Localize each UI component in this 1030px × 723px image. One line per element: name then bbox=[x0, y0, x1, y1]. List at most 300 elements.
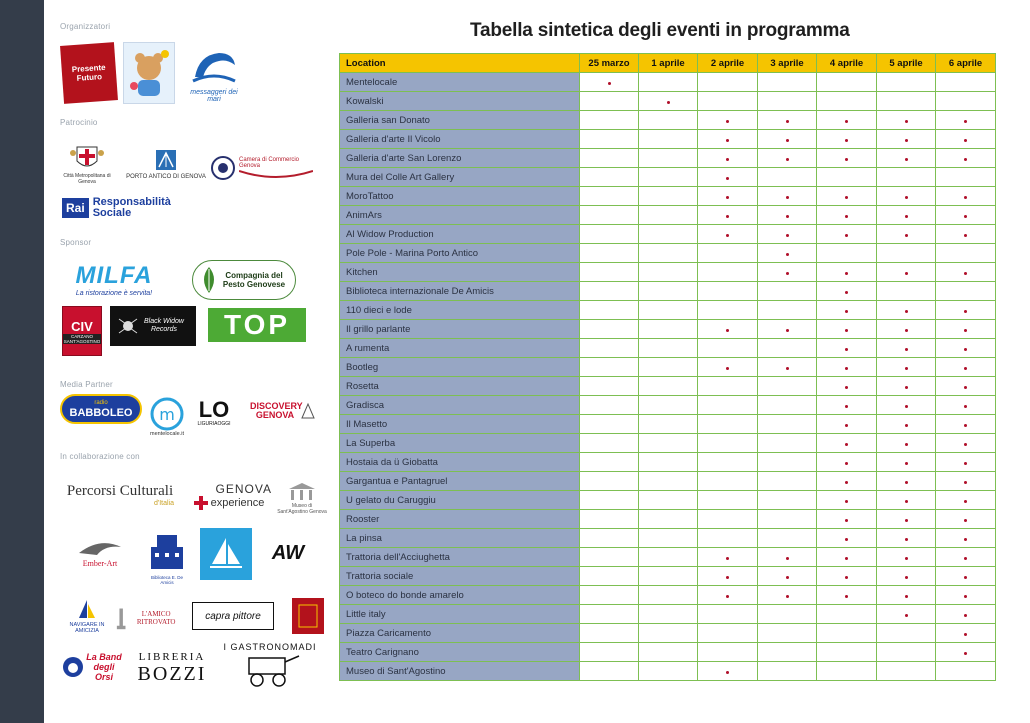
event-cell bbox=[877, 149, 936, 168]
citta-metropolitana-logo bbox=[62, 140, 112, 188]
event-dot-icon bbox=[905, 196, 908, 199]
event-cell bbox=[580, 130, 639, 149]
event-cell bbox=[580, 320, 639, 339]
event-cell bbox=[877, 168, 936, 187]
table-row bbox=[340, 358, 996, 377]
event-dot-icon bbox=[845, 481, 848, 484]
event-cell bbox=[758, 472, 817, 491]
event-cell bbox=[877, 529, 936, 548]
table-row bbox=[340, 548, 996, 567]
event-cell bbox=[817, 187, 877, 206]
event-cell bbox=[758, 624, 817, 643]
location-cell: Rooster bbox=[340, 510, 580, 529]
event-dot-icon bbox=[964, 120, 967, 123]
gastronomadi-logo bbox=[216, 638, 324, 692]
event-cell bbox=[758, 339, 817, 358]
event-cell bbox=[817, 605, 877, 624]
event-dot-icon bbox=[726, 177, 729, 180]
event-cell bbox=[817, 339, 877, 358]
table-row bbox=[340, 339, 996, 358]
location-cell: Il Masetto bbox=[340, 415, 580, 434]
event-dot-icon bbox=[726, 158, 729, 161]
event-dot-icon bbox=[905, 538, 908, 541]
event-cell bbox=[877, 434, 936, 453]
event-dot-icon bbox=[786, 329, 789, 332]
event-cell bbox=[936, 548, 996, 567]
milfa-text: MILFA bbox=[75, 261, 153, 289]
event-cell bbox=[758, 377, 817, 396]
event-cell bbox=[877, 567, 936, 586]
event-cell bbox=[936, 396, 996, 415]
event-cell bbox=[877, 605, 936, 624]
event-cell bbox=[758, 415, 817, 434]
event-cell bbox=[936, 187, 996, 206]
event-dot-icon bbox=[786, 158, 789, 161]
civ-carzano-logo bbox=[62, 306, 102, 356]
event-cell bbox=[817, 149, 877, 168]
event-cell bbox=[698, 415, 758, 434]
event-cell bbox=[877, 339, 936, 358]
event-cell bbox=[877, 130, 936, 149]
teddy-illustration-icon bbox=[126, 46, 172, 100]
event-dot-icon bbox=[845, 291, 848, 294]
event-cell bbox=[877, 472, 936, 491]
event-dot-icon bbox=[964, 329, 967, 332]
event-cell bbox=[639, 187, 698, 206]
event-cell bbox=[698, 643, 758, 662]
event-cell bbox=[639, 339, 698, 358]
event-cell bbox=[698, 111, 758, 130]
location-cell: Teatro Carignano bbox=[340, 643, 580, 662]
location-cell: Gargantua e Pantagruel bbox=[340, 472, 580, 491]
event-cell bbox=[639, 263, 698, 282]
location-cell: Al Widow Production bbox=[340, 225, 580, 244]
sailboat-icon bbox=[206, 534, 246, 574]
event-cell bbox=[936, 206, 996, 225]
event-dot-icon bbox=[905, 386, 908, 389]
liguria-oggi-logo bbox=[190, 396, 238, 430]
event-cell bbox=[698, 548, 758, 567]
event-dot-icon bbox=[608, 82, 611, 85]
location-cell: A rumenta bbox=[340, 339, 580, 358]
event-cell bbox=[580, 396, 639, 415]
table-row bbox=[340, 92, 996, 111]
event-cell bbox=[758, 586, 817, 605]
porto-antico-text: PORTO ANTICO DI GENOVA bbox=[126, 173, 206, 180]
event-dot-icon bbox=[905, 519, 908, 522]
event-cell bbox=[758, 491, 817, 510]
mentelocale-icon bbox=[150, 397, 184, 431]
event-dot-icon bbox=[845, 595, 848, 598]
event-cell bbox=[639, 624, 698, 643]
event-cell bbox=[877, 187, 936, 206]
section-label-sponsor: Sponsor bbox=[60, 238, 92, 247]
event-cell bbox=[817, 301, 877, 320]
table-row bbox=[340, 529, 996, 548]
biblioteca-text: Biblioteca E. De Amicis bbox=[150, 575, 184, 585]
location-cell: Mura del Colle Art Gallery bbox=[340, 168, 580, 187]
event-cell bbox=[698, 510, 758, 529]
event-cell bbox=[698, 491, 758, 510]
event-cell bbox=[877, 643, 936, 662]
event-dot-icon bbox=[964, 576, 967, 579]
capra-pittore-logo bbox=[192, 602, 274, 630]
event-cell bbox=[877, 282, 936, 301]
event-cell bbox=[758, 567, 817, 586]
event-cell bbox=[580, 187, 639, 206]
event-dot-icon bbox=[845, 557, 848, 560]
event-cell bbox=[639, 415, 698, 434]
event-cell bbox=[639, 434, 698, 453]
table-row bbox=[340, 662, 996, 681]
event-cell bbox=[877, 92, 936, 111]
location-cell: Trattoria dell'Acciughetta bbox=[340, 548, 580, 567]
museo-text: Museo di Sant'Agostino Genova bbox=[277, 503, 327, 515]
event-dot-icon bbox=[786, 595, 789, 598]
event-cell bbox=[758, 358, 817, 377]
event-cell bbox=[580, 244, 639, 263]
table-row bbox=[340, 73, 996, 92]
event-cell bbox=[580, 415, 639, 434]
event-cell bbox=[758, 453, 817, 472]
event-cell bbox=[817, 529, 877, 548]
bozzi-text: BOZZI bbox=[137, 662, 207, 685]
event-cell bbox=[639, 92, 698, 111]
event-dot-icon bbox=[845, 310, 848, 313]
event-cell bbox=[639, 567, 698, 586]
children-illustration-logo bbox=[123, 42, 175, 104]
event-dot-icon bbox=[726, 557, 729, 560]
lamp-icon bbox=[116, 603, 126, 633]
event-cell bbox=[758, 168, 817, 187]
event-cell bbox=[698, 206, 758, 225]
location-cell: 110 dieci e lode bbox=[340, 301, 580, 320]
location-cell: Il grillo parlante bbox=[340, 320, 580, 339]
event-cell bbox=[580, 662, 639, 681]
column-header-location: Location bbox=[340, 54, 580, 73]
black-widow-logo bbox=[110, 306, 196, 346]
ember-art-text: Ember-Art bbox=[82, 558, 118, 568]
event-cell bbox=[758, 130, 817, 149]
event-cell bbox=[580, 643, 639, 662]
event-dot-icon bbox=[964, 386, 967, 389]
event-cell bbox=[698, 339, 758, 358]
cart-sketch-icon bbox=[235, 652, 305, 688]
event-cell bbox=[639, 130, 698, 149]
event-cell bbox=[817, 491, 877, 510]
genova-text: GENOVA bbox=[215, 482, 272, 496]
event-dot-icon bbox=[786, 196, 789, 199]
event-cell bbox=[758, 111, 817, 130]
presente-futuro-text: Presente Futuro bbox=[71, 62, 106, 83]
event-cell bbox=[580, 149, 639, 168]
event-dot-icon bbox=[786, 576, 789, 579]
location-cell: Museo di Sant'Agostino bbox=[340, 662, 580, 681]
spider-icon bbox=[117, 315, 139, 337]
mentelocale-logo bbox=[144, 394, 190, 440]
aw-logo bbox=[260, 538, 316, 568]
event-dot-icon bbox=[726, 234, 729, 237]
griffin-icon bbox=[300, 402, 316, 420]
section-label-patrocinio: Patrocinio bbox=[60, 118, 98, 127]
top-logo bbox=[208, 308, 306, 342]
liguria-oggi-text: LIGURIAOGGI bbox=[197, 421, 231, 427]
event-cell bbox=[877, 415, 936, 434]
event-cell bbox=[758, 244, 817, 263]
event-dot-icon bbox=[905, 367, 908, 370]
column-header-date: 3 aprile bbox=[758, 54, 817, 73]
event-dot-icon bbox=[786, 234, 789, 237]
location-cell: Biblioteca internazionale De Amicis bbox=[340, 282, 580, 301]
navigare-in-amicizia-logo bbox=[62, 594, 112, 638]
event-cell bbox=[817, 396, 877, 415]
event-cell bbox=[817, 377, 877, 396]
event-dot-icon bbox=[845, 215, 848, 218]
event-dot-icon bbox=[964, 367, 967, 370]
event-cell bbox=[758, 263, 817, 282]
event-cell bbox=[817, 73, 877, 92]
event-cell bbox=[877, 453, 936, 472]
svg-text:m: m bbox=[159, 405, 175, 424]
event-cell bbox=[936, 320, 996, 339]
event-dot-icon bbox=[964, 595, 967, 598]
event-dot-icon bbox=[905, 348, 908, 351]
amico-ritrovato-logo bbox=[116, 600, 186, 636]
table-row bbox=[340, 643, 996, 662]
event-cell bbox=[936, 244, 996, 263]
location-cell: La pinsa bbox=[340, 529, 580, 548]
event-dot-icon bbox=[964, 652, 967, 655]
event-cell bbox=[698, 301, 758, 320]
event-dot-icon bbox=[726, 595, 729, 598]
table-row bbox=[340, 434, 996, 453]
event-dot-icon bbox=[845, 348, 848, 351]
event-cell bbox=[580, 339, 639, 358]
event-cell bbox=[698, 130, 758, 149]
event-dot-icon bbox=[845, 329, 848, 332]
event-cell bbox=[758, 320, 817, 339]
event-cell bbox=[817, 358, 877, 377]
event-cell bbox=[936, 168, 996, 187]
event-cell bbox=[580, 567, 639, 586]
radio-text: radio bbox=[94, 399, 108, 406]
discovery-genova-logo bbox=[244, 396, 322, 426]
crest-icon bbox=[69, 143, 105, 173]
location-cell: Trattoria sociale bbox=[340, 567, 580, 586]
column-header-date: 5 aprile bbox=[877, 54, 936, 73]
civ-subtitle: CARZANO SANT'AGOSTINO bbox=[63, 333, 101, 344]
navigare-text: NAVIGARE IN AMICIZIA bbox=[69, 622, 105, 634]
event-dot-icon bbox=[845, 500, 848, 503]
event-dot-icon bbox=[964, 443, 967, 446]
event-cell bbox=[936, 225, 996, 244]
libreria-bozzi-logo bbox=[132, 646, 212, 690]
event-cell bbox=[639, 491, 698, 510]
event-cell bbox=[580, 377, 639, 396]
band-degli-orsi-logo bbox=[60, 644, 126, 690]
table-body bbox=[340, 73, 996, 681]
event-cell bbox=[817, 415, 877, 434]
event-cell bbox=[580, 206, 639, 225]
event-dot-icon bbox=[905, 576, 908, 579]
event-dot-icon bbox=[786, 557, 789, 560]
event-cell bbox=[698, 225, 758, 244]
event-cell bbox=[877, 548, 936, 567]
sponsors-column bbox=[56, 10, 327, 720]
event-cell bbox=[639, 586, 698, 605]
event-cell bbox=[698, 282, 758, 301]
left-sidebar-bar bbox=[0, 0, 44, 723]
events-table bbox=[339, 53, 996, 681]
table-row bbox=[340, 225, 996, 244]
event-cell bbox=[758, 643, 817, 662]
event-dot-icon bbox=[905, 424, 908, 427]
event-cell bbox=[639, 472, 698, 491]
event-cell bbox=[817, 662, 877, 681]
page-title: Tabella sintetica degli eventi in programma bbox=[470, 20, 850, 41]
band-orsi-text: La Band degli Orsi bbox=[86, 652, 122, 682]
event-cell bbox=[936, 339, 996, 358]
event-dot-icon bbox=[964, 139, 967, 142]
event-dot-icon bbox=[905, 215, 908, 218]
table-row bbox=[340, 624, 996, 643]
event-cell bbox=[936, 358, 996, 377]
event-dot-icon bbox=[905, 443, 908, 446]
event-dot-icon bbox=[964, 234, 967, 237]
event-cell bbox=[639, 168, 698, 187]
event-cell bbox=[758, 206, 817, 225]
table-row bbox=[340, 510, 996, 529]
event-dot-icon bbox=[964, 481, 967, 484]
event-cell bbox=[817, 472, 877, 491]
event-cell bbox=[877, 73, 936, 92]
radio-babboleo-logo bbox=[60, 394, 142, 424]
event-cell bbox=[580, 605, 639, 624]
camera-commercio-text: Camera di Commercio Genova bbox=[239, 157, 300, 169]
event-cell bbox=[936, 130, 996, 149]
event-dot-icon bbox=[905, 310, 908, 313]
black-widow-text: Black Widow Records bbox=[143, 318, 184, 333]
event-dot-icon bbox=[905, 462, 908, 465]
event-dot-icon bbox=[964, 538, 967, 541]
event-cell bbox=[580, 586, 639, 605]
citta-metropolitana-text: Città Metropolitana di Genova bbox=[63, 173, 111, 185]
event-cell bbox=[580, 301, 639, 320]
event-cell bbox=[817, 567, 877, 586]
location-cell: La Superba bbox=[340, 434, 580, 453]
event-cell bbox=[698, 320, 758, 339]
event-dot-icon bbox=[964, 519, 967, 522]
event-cell bbox=[758, 662, 817, 681]
event-cell bbox=[580, 491, 639, 510]
capra-pittore-text: capra pittore bbox=[205, 610, 261, 622]
lo-text: LO bbox=[198, 397, 230, 422]
event-cell bbox=[817, 263, 877, 282]
event-dot-icon bbox=[845, 158, 848, 161]
ember-art-logo bbox=[60, 530, 140, 574]
event-dot-icon bbox=[726, 139, 729, 142]
event-cell bbox=[639, 111, 698, 130]
location-cell: Galleria san Donato bbox=[340, 111, 580, 130]
event-cell bbox=[877, 206, 936, 225]
event-cell bbox=[758, 73, 817, 92]
event-cell bbox=[936, 567, 996, 586]
genova-experience-logo bbox=[186, 476, 272, 516]
porto-antico-icon bbox=[155, 149, 177, 171]
column-header-date: 4 aprile bbox=[817, 54, 877, 73]
table-row bbox=[340, 187, 996, 206]
event-cell bbox=[817, 320, 877, 339]
event-cell bbox=[936, 92, 996, 111]
amico-ritrovato-text: L'AMICO RITROVATO bbox=[136, 610, 176, 626]
event-dot-icon bbox=[905, 329, 908, 332]
event-cell bbox=[758, 225, 817, 244]
event-cell bbox=[580, 111, 639, 130]
event-cell bbox=[936, 377, 996, 396]
event-cell bbox=[758, 282, 817, 301]
event-cell bbox=[877, 111, 936, 130]
event-cell bbox=[580, 453, 639, 472]
event-cell bbox=[698, 662, 758, 681]
libreria-text: LIBRERIA bbox=[138, 650, 206, 663]
event-cell bbox=[817, 434, 877, 453]
event-dot-icon bbox=[845, 519, 848, 522]
event-dot-icon bbox=[726, 671, 729, 674]
event-cell bbox=[639, 529, 698, 548]
event-cell bbox=[580, 168, 639, 187]
location-cell: Little italy bbox=[340, 605, 580, 624]
event-cell bbox=[936, 415, 996, 434]
event-dot-icon bbox=[905, 557, 908, 560]
aw-text: AW bbox=[271, 541, 305, 564]
location-cell: Kowalski bbox=[340, 92, 580, 111]
event-dot-icon bbox=[964, 614, 967, 617]
event-cell bbox=[817, 111, 877, 130]
event-cell bbox=[877, 377, 936, 396]
event-cell bbox=[639, 282, 698, 301]
compagnia-pesto-logo bbox=[192, 260, 296, 300]
event-cell bbox=[580, 92, 639, 111]
event-cell bbox=[877, 225, 936, 244]
label-icon bbox=[296, 602, 320, 630]
milfa-logo bbox=[60, 258, 168, 300]
section-label-organizzatori: Organizzatori bbox=[60, 22, 111, 31]
discovery-genova-text: DISCOVERY GENOVA bbox=[250, 401, 303, 420]
table-header-row bbox=[340, 54, 996, 73]
event-cell bbox=[936, 263, 996, 282]
event-cell bbox=[580, 73, 639, 92]
table-row bbox=[340, 415, 996, 434]
event-cell bbox=[936, 111, 996, 130]
event-cell bbox=[817, 548, 877, 567]
sail-icon bbox=[76, 598, 98, 622]
event-dot-icon bbox=[964, 405, 967, 408]
gastronomadi-text: I GASTRONOMADI bbox=[223, 642, 317, 652]
ember-ship-icon bbox=[75, 537, 125, 559]
event-cell bbox=[877, 263, 936, 282]
babboleo-text: BABBOLEO bbox=[69, 406, 133, 419]
event-cell bbox=[936, 73, 996, 92]
event-cell bbox=[580, 529, 639, 548]
column-header-date: 25 marzo bbox=[580, 54, 639, 73]
table-row bbox=[340, 567, 996, 586]
biblioteca-de-amicis-logo bbox=[144, 528, 190, 586]
event-cell bbox=[698, 396, 758, 415]
event-cell bbox=[758, 605, 817, 624]
event-cell bbox=[639, 301, 698, 320]
event-cell bbox=[877, 510, 936, 529]
table-row bbox=[340, 130, 996, 149]
